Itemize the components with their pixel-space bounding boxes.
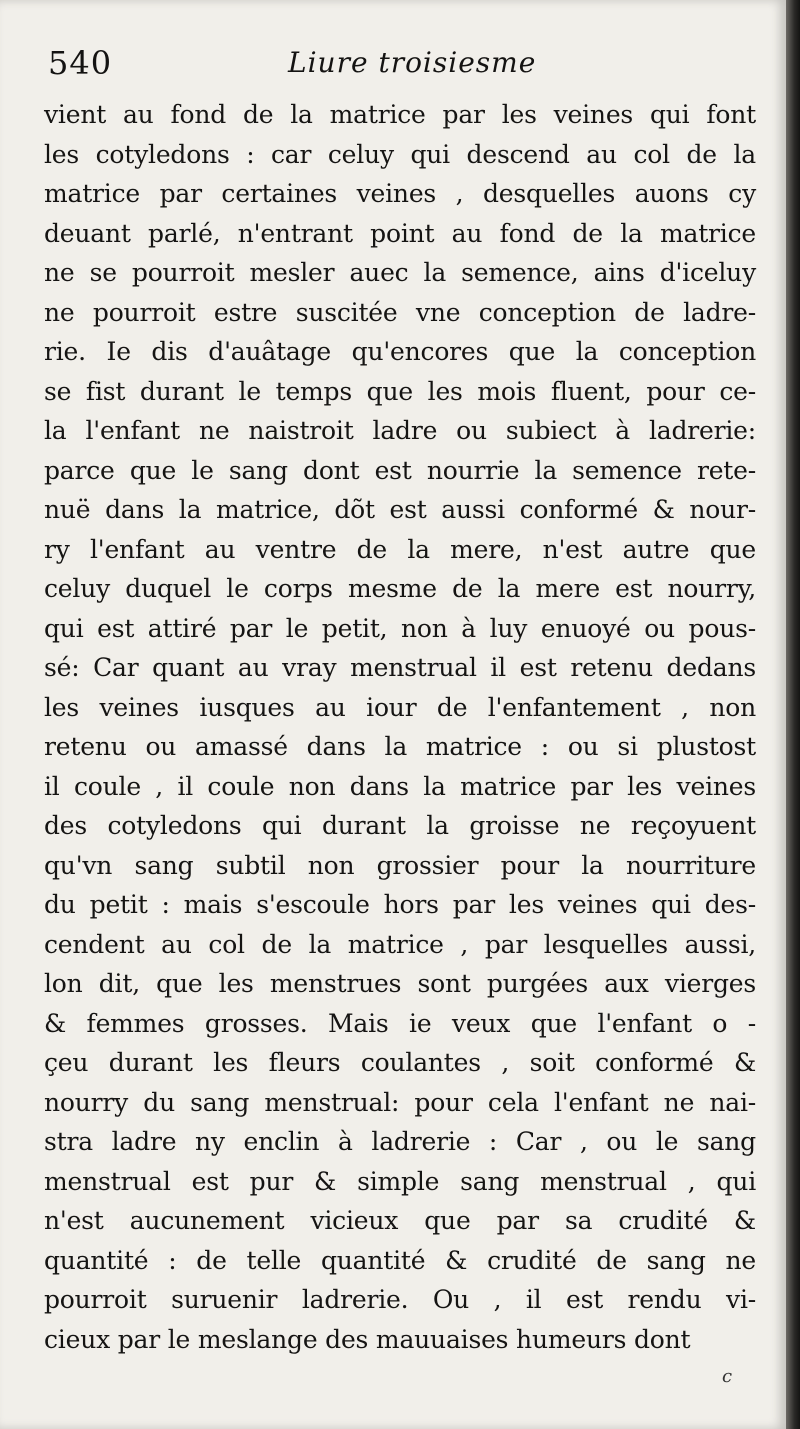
- running-header: [40, 42, 760, 92]
- text-line: matrice par certaines veines , desquelles auons cy: [44, 179, 756, 208]
- text-line: cendent au col de la matrice , par lesquelles aussi,: [44, 929, 756, 959]
- text-line: parce que le sang dont est nourrie la semence rete-: [44, 455, 756, 485]
- header-title: Liure troisiesme: [288, 46, 537, 79]
- text-line: sé: Car quant au vray menstrual il est retenu dedans: [44, 653, 756, 682]
- text-line: pourroit suruenir ladrerie. Ou , il est rendu vi-: [44, 1285, 756, 1314]
- text-line: ry l'enfant au ventre de la mere, n'est autre que: [44, 534, 756, 564]
- text-line: nourry du sang menstrual: pour cela l'enfant ne nai-: [44, 1087, 756, 1117]
- text-line: deuant parlé, n'entrant point au fond de la matrice: [44, 218, 756, 248]
- text-line: les veines iusques au iour de l'enfantement , non: [44, 692, 756, 722]
- page-number: 540: [48, 44, 113, 82]
- margin-mark: c: [722, 1366, 733, 1387]
- text-line: la l'enfant ne naistroit ladre ou subiect à ladrerie:: [44, 416, 756, 445]
- text-line: du petit : mais s'escoule hors par les veines qui des-: [44, 890, 756, 919]
- text-line: lon dit, que les menstrues sont purgées aux vierges: [44, 969, 756, 998]
- text-line: çeu durant les fleurs coulantes , soit conformé &: [44, 1048, 756, 1077]
- text-line: se fist durant le temps que les mois fluent, pour ce-: [44, 376, 756, 406]
- text-line: les cotyledons : car celuy qui descend au col de la: [44, 139, 756, 169]
- text-line: nuë dans la matrice, dõt est aussi conformé & nour-: [44, 495, 756, 524]
- text-line: il coule , il coule non dans la matrice par les veines: [44, 771, 756, 801]
- text-line: menstrual est pur & simple sang menstrual , qui: [44, 1166, 756, 1196]
- text-line: & femmes grosses. Mais ie veux que l'enfant o -: [44, 1008, 756, 1038]
- text-line: ne se pourroit mesler auec la semence, ains d'iceluy: [44, 258, 756, 287]
- text-line: ne pourroit estre suscitée vne conception de ladre-: [44, 297, 756, 327]
- text-line: cieux par le meslange des mauuaises humeurs dont: [44, 1324, 691, 1354]
- text-line: qui est attiré par le petit, non à luy enuoyé ou pous-: [44, 613, 756, 643]
- text-line: vient au fond de la matrice par les veines qui font: [44, 100, 756, 129]
- text-line: celuy duquel le corps mesme de la mere est nourry,: [44, 574, 756, 603]
- text-line: retenu ou amassé dans la matrice : ou si plustost: [44, 732, 756, 761]
- text-line: stra ladre ny enclin à ladrerie : Car , ou le sang: [44, 1127, 756, 1156]
- text-line: des cotyledons qui durant la groisse ne reçoyuent: [44, 811, 756, 840]
- text-line: rie. Ie dis d'auâtage qu'encores que la conception: [44, 337, 756, 366]
- text-line: qu'vn sang subtil non grossier pour la nourriture: [44, 850, 756, 880]
- page-edge-shadow: [786, 0, 800, 1429]
- text-line: n'est aucunement vicieux que par sa crudité &: [44, 1206, 756, 1235]
- text-line: quantité : de telle quantité & crudité de sang ne: [44, 1245, 756, 1275]
- body-text: [44, 95, 756, 1359]
